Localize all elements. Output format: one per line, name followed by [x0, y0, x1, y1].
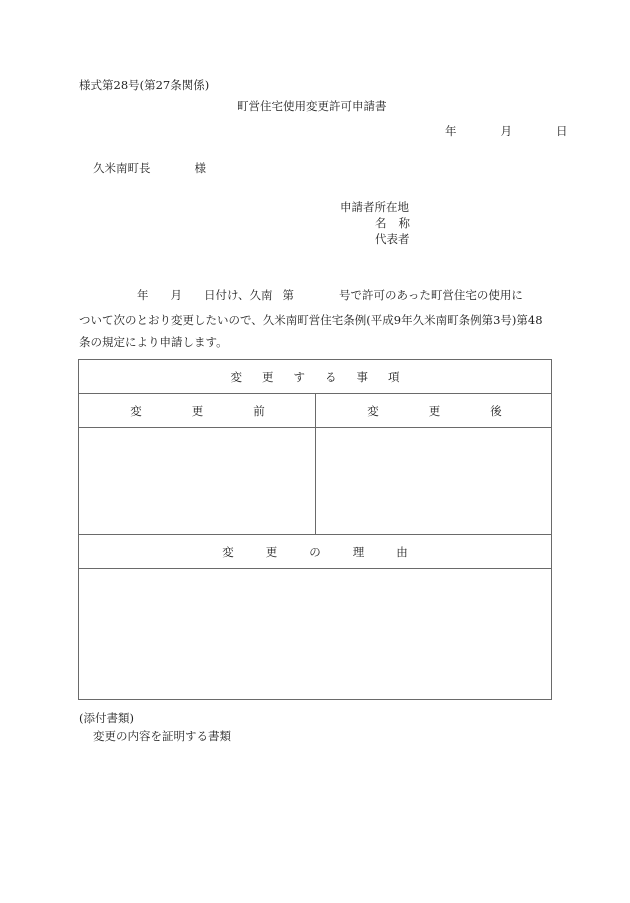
reason-char: 変: [222, 545, 234, 559]
after-char: 変: [367, 404, 379, 418]
month-label: 月: [500, 124, 512, 138]
reason-char: の: [309, 545, 321, 559]
header-char: 更: [262, 370, 274, 384]
date-line: [445, 126, 568, 138]
after-value-cell[interactable]: [316, 428, 552, 534]
body-date-suffix: 日付け、久南: [204, 288, 273, 302]
header-char: る: [325, 370, 337, 384]
header-char: 項: [388, 370, 400, 384]
reason-char: 由: [396, 545, 408, 559]
body-line-3: 条の規定により申請します。: [79, 335, 228, 349]
body-line-1: [137, 290, 523, 302]
attachment-item: 変更の内容を証明する書類: [93, 729, 231, 743]
body-month: 月: [170, 288, 182, 302]
day-label: 日: [556, 124, 568, 138]
change-matters-table: [78, 359, 552, 700]
recipient: 久米南町長: [93, 161, 151, 175]
header-char: 変: [230, 370, 242, 384]
body-year: 年: [137, 288, 149, 302]
reason-value-cell[interactable]: [79, 569, 551, 699]
name-char-1: 名: [375, 216, 387, 230]
applicant-block: [340, 202, 410, 250]
after-char: 後: [490, 404, 502, 418]
name-char-2: 称: [398, 216, 410, 230]
honorific: 様: [194, 161, 206, 175]
before-char: 変: [130, 404, 142, 418]
applicant-address-label: 申請者所在地: [340, 200, 409, 214]
year-label: 年: [445, 124, 457, 138]
before-char: 前: [253, 404, 265, 418]
matters-header: [79, 372, 551, 384]
header-char: す: [293, 370, 305, 384]
body-line-1-rest: 号で許可のあった町営住宅の使用に: [339, 288, 523, 302]
before-char: 更: [191, 404, 204, 418]
attachments-title: (添付書類): [79, 711, 134, 725]
header-char: 事: [356, 370, 368, 384]
before-value-cell[interactable]: [79, 428, 315, 534]
reason-header: [79, 547, 551, 559]
after-header: [316, 406, 553, 418]
before-header: [79, 406, 316, 418]
reason-char: 更: [265, 545, 278, 559]
form-number: 様式第28号(第27条関係): [79, 78, 210, 92]
document-title: 町営住宅使用変更許可申請書: [237, 99, 387, 113]
after-char: 更: [428, 404, 441, 418]
applicant-representative-label: 代表者: [375, 232, 410, 246]
reason-char: 理: [352, 545, 365, 559]
addressee: [93, 163, 206, 175]
divider: [79, 534, 551, 535]
body-line-2: ついて次のとおり変更したいので、久米南町営住宅条例(平成9年久米南町条例第3号)第48: [79, 313, 543, 327]
body-number-prefix: 第: [282, 288, 295, 302]
